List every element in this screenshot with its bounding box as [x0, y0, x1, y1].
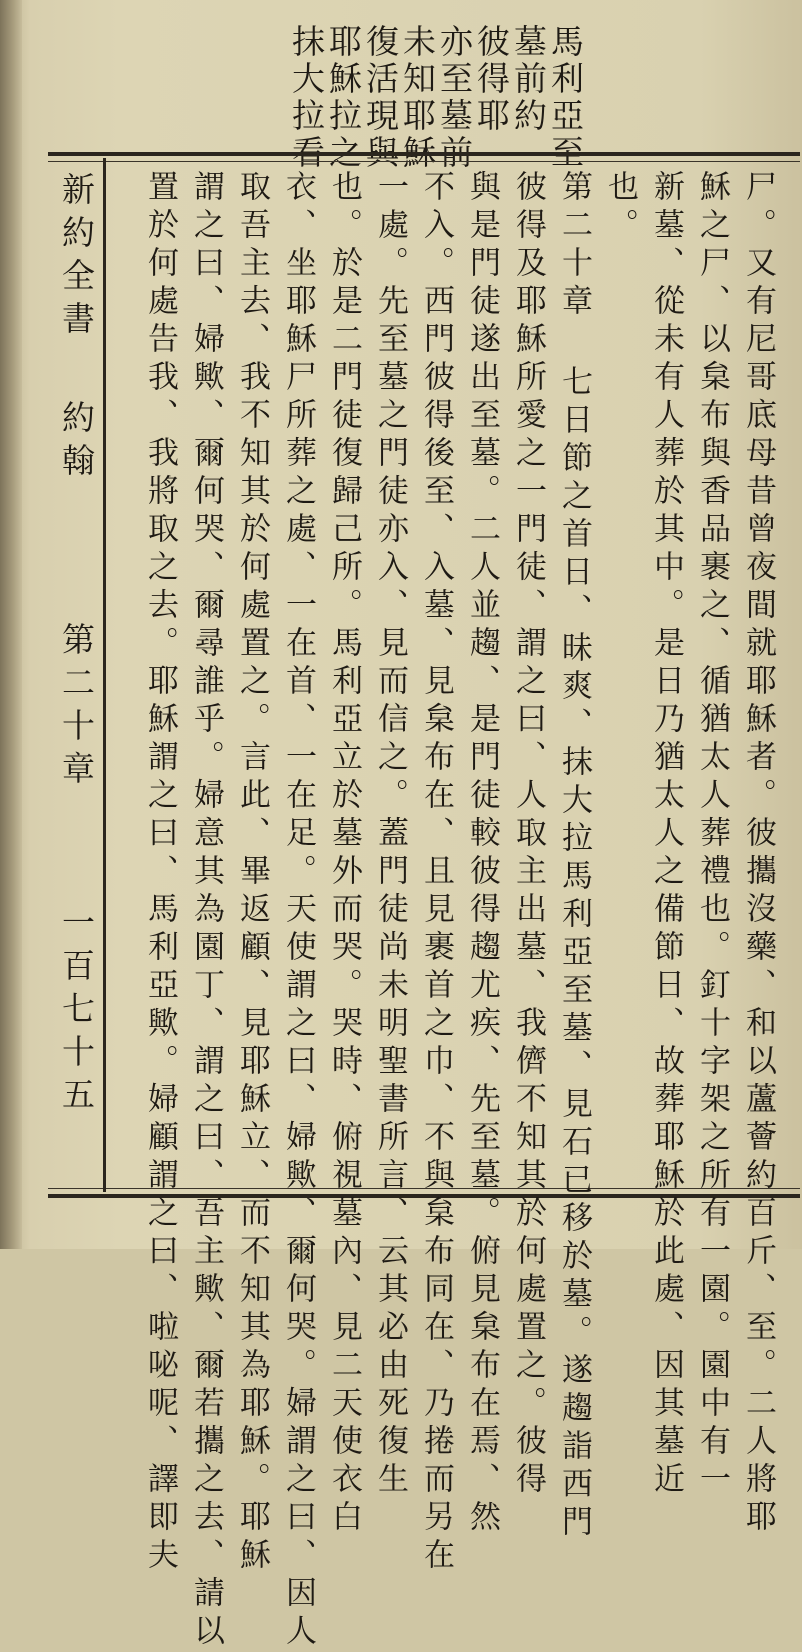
book-title: 新約全書 — [57, 172, 96, 344]
heading-line: 抹大拉看 — [287, 24, 326, 172]
text-line: 尸。又有尼哥底母昔曾夜間就耶穌者。彼攜沒藥、和以蘆薈約百斤、至。二人將耶 — [740, 170, 776, 1538]
text-line: 衣、坐耶穌尸所葬之處、一在首、一在足。天使謂之曰、婦歟、爾何哭。婦謂之曰、因人 — [280, 170, 316, 1652]
text-line: 也。於是二門徒復歸己所。馬利亞立於墓外而哭。哭時、俯視墓內、見二天使衣白 — [326, 170, 362, 1538]
text-line: 與是門徒遂出至墓。二人並趨、是門徒較彼得趨尤疾、先至墓。俯見枲布在焉、然 — [464, 170, 500, 1538]
text-line: 也。 — [602, 170, 638, 246]
heading-line: 墓前約 — [509, 24, 548, 135]
heading-line: 彼得耶 — [472, 24, 511, 135]
text-line: 彼得及耶穌所愛之一門徒、謂之曰、人取主出墓、我儕不知其於何處置之。彼得 — [510, 170, 546, 1500]
text-line: 取吾主去、我不知其於何處置之。言此、畢返顧、見耶穌立、而不知其為耶穌。耶穌 — [234, 170, 270, 1576]
heading-line: 復活現與 — [361, 24, 400, 172]
text-line: 置於何處告我、我將取之去。耶穌謂之曰、馬利亞歟。婦顧謂之曰、啦咇呢、譯即夫 — [142, 170, 178, 1576]
text-line: 不入。西門彼得後至、入墓、見枲布在、且見裹首之巾、不與枲布同在、乃捲而另在 — [418, 170, 454, 1576]
text-line: 穌之尸、以枲布與香品裹之、循猶太人葬禮也。釘十字架之所有一園。園中有一 — [694, 170, 730, 1500]
page-number: 一百七十五 — [57, 905, 96, 1120]
heading-line: 未知耶穌 — [398, 24, 437, 172]
margin-divider — [103, 158, 106, 1192]
heading-line: 亦至墓前 — [435, 24, 474, 172]
text-line: 一處。先至墓之門徒亦入、見而信之。蓋門徒尚未明聖書所言、云其必由死復生 — [372, 170, 408, 1500]
text-line: 新墓、從未有人葬於其中。是日乃猶太人之備節日、故葬耶穌於此處、因其墓近 — [648, 170, 684, 1500]
text-line: 謂之曰、婦歟、爾何哭、爾尋誰乎。婦意其為園丁、謂之曰、吾主歟、爾若攜之去、請以 — [188, 170, 224, 1652]
heading-line: 馬利亞至 — [546, 24, 585, 172]
chapter-label: 第二十章 — [57, 622, 96, 794]
heading-line: 耶穌拉之 — [324, 24, 363, 172]
book-spine — [0, 0, 22, 1249]
gospel-name: 約翰 — [57, 400, 96, 486]
text-line: 第二十章 七日節之首日、昧爽、抹大拉馬利亞至墓、見石已移於墓。遂趨詣西門 — [556, 170, 592, 1543]
